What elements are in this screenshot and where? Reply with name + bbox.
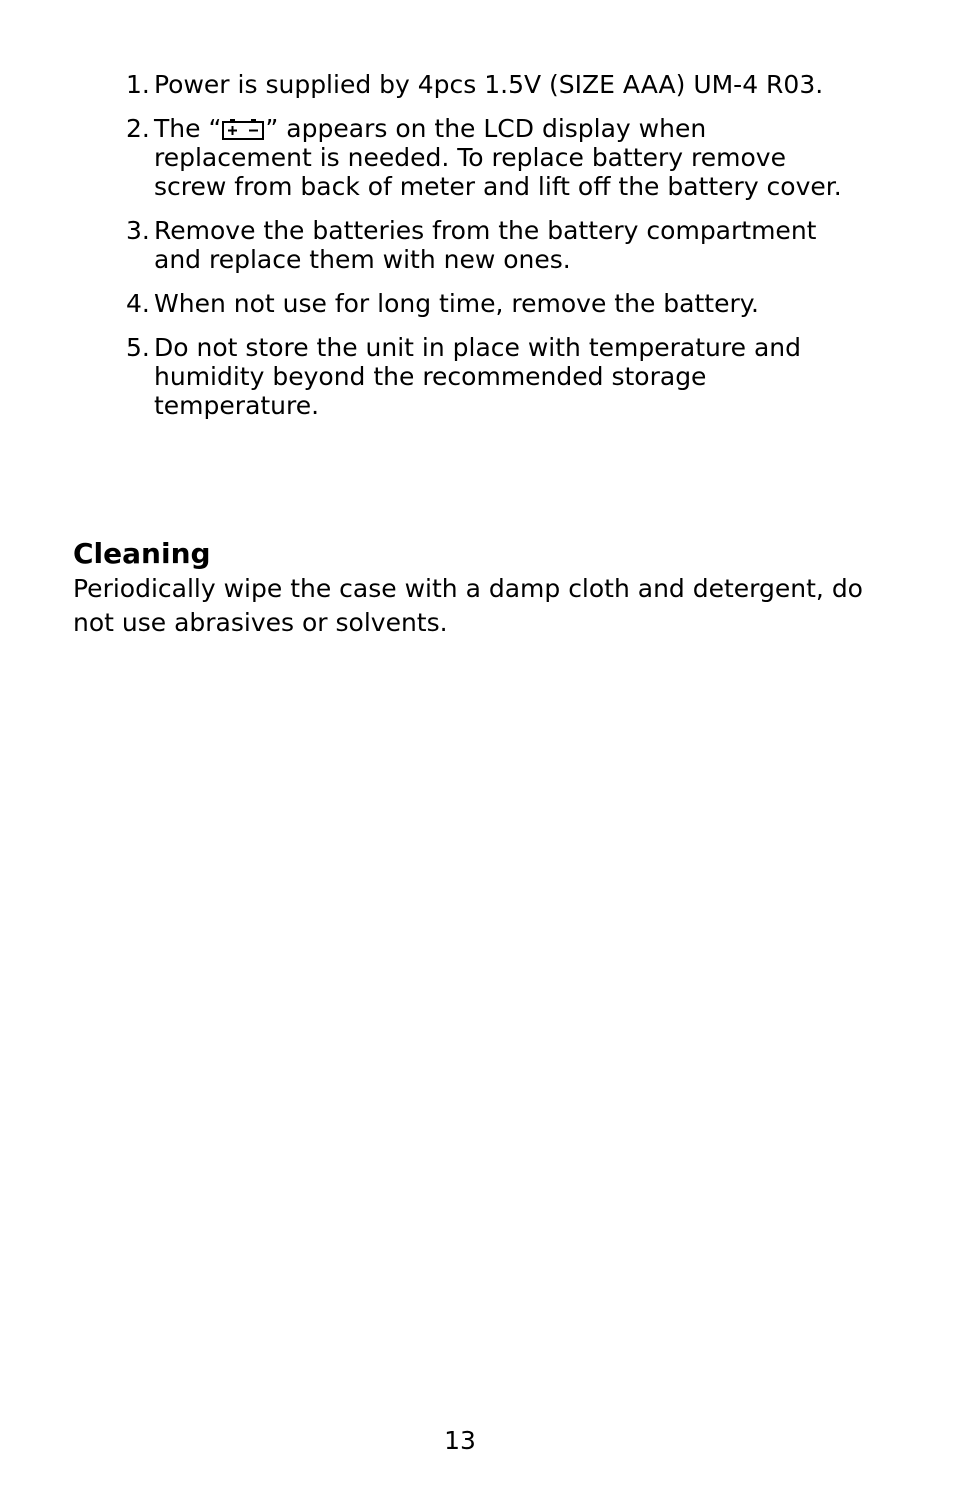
list-item-text: Do not store the unit in place with temperature and humidity beyond the recommended storage temperature.: [154, 333, 801, 420]
battery-icon: [222, 118, 264, 140]
list-item-text-after: ” appears on the LCD display when replacement is needed. To replace battery remove screw from back of meter and lift off the battery cover.: [154, 114, 842, 201]
list-item-number: 5.: [126, 333, 150, 362]
list-item: [126, 114, 846, 201]
list-item-number: 2.: [126, 114, 150, 143]
list-item-number: 4.: [126, 289, 150, 318]
list-item-text-before: The “: [154, 114, 222, 143]
page-number: 13: [444, 1426, 476, 1455]
list-item: [126, 70, 846, 99]
list-item-number: 1.: [126, 70, 150, 99]
list-item-text: Remove the batteries from the battery compartment and replace them with new ones.: [154, 216, 817, 274]
cleaning-section: [73, 536, 873, 640]
list-item: [126, 333, 846, 420]
battery-instructions-list: [126, 70, 846, 435]
list-item: [126, 216, 846, 274]
list-item-text: When not use for long time, remove the battery.: [154, 289, 759, 318]
section-title: Cleaning: [73, 537, 211, 570]
list-item-number: 3.: [126, 216, 150, 245]
list-item-text: Power is supplied by 4pcs 1.5V (SIZE AAA) UM-4 R03.: [154, 70, 824, 99]
list-item: [126, 289, 846, 318]
section-body: Periodically wipe the case with a damp cloth and detergent, do not use abrasives or solvents.: [73, 574, 863, 637]
